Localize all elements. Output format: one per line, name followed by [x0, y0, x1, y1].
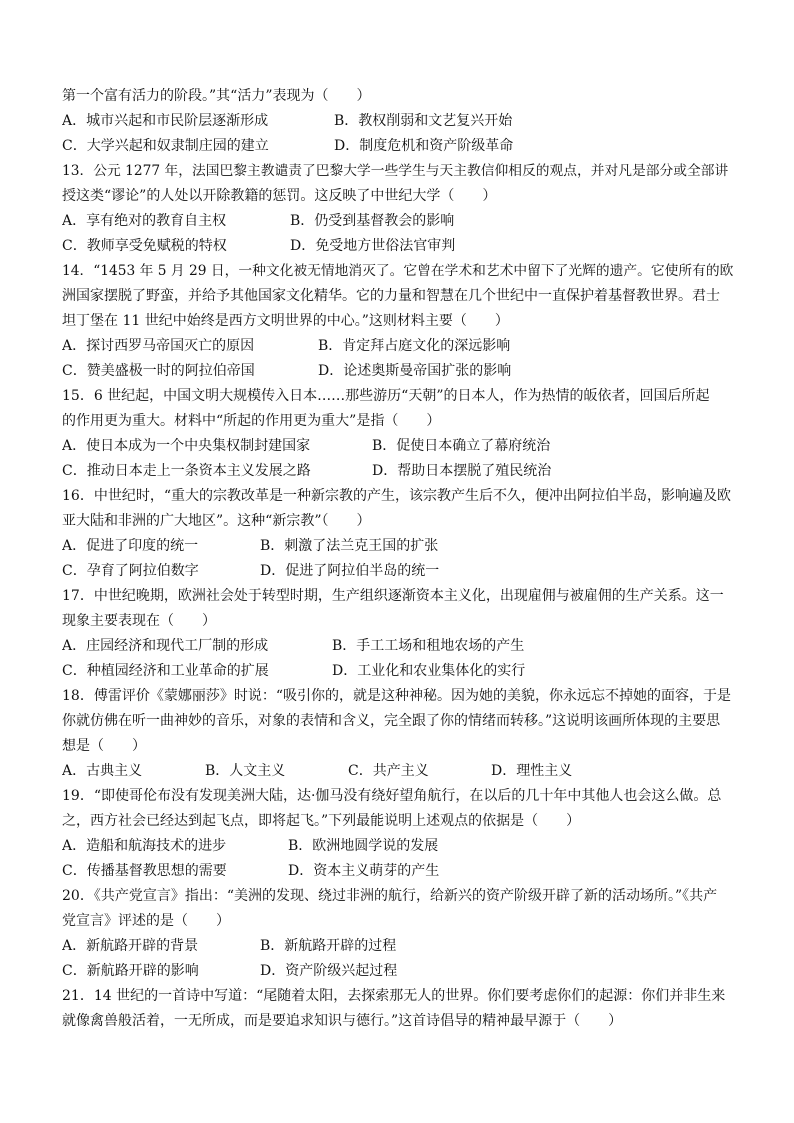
q16-stem-line1: 16．中世纪时，“重大的宗教改革是一种新宗教的产生，该宗教产生后不久，便冲出阿拉伯半岛，影响遍及欧	[62, 488, 731, 504]
q13-option-c[interactable]: C．教师享受免赋税的特权	[62, 238, 227, 254]
q18-option-b[interactable]: B．人文主义	[205, 763, 286, 779]
q16-stem-line2: 亚大陆和非洲的广大地区”。这种“新宗教”（ ）	[62, 513, 371, 529]
q12-option-c[interactable]: C．大学兴起和奴隶制庄园的建立	[62, 138, 269, 154]
q20-options-row2	[62, 959, 738, 984]
q13-stem-line1: 13．公元 1277 年，法国巴黎主教谴责了巴黎大学一些学生与天主教信仰相反的观点，并对凡是部分或全部讲	[62, 163, 729, 179]
q14-option-a[interactable]: A．探讨西罗马帝国灭亡的原因	[62, 338, 255, 354]
q15-option-c[interactable]: C．推动日本走上一条资本主义发展之路	[62, 463, 311, 479]
q13-option-b[interactable]: B．仍受到基督教会的影响	[290, 213, 455, 229]
q12-options-row2	[62, 134, 738, 159]
q17-options-row1	[62, 634, 738, 659]
q13-options-row1	[62, 209, 738, 234]
q15-option-a[interactable]: A．使日本成为一个中央集权制封建国家	[62, 438, 311, 454]
q17-stem-line1: 17．中世纪晚期，欧洲社会处于转型时期，生产组织逐渐资本主义化，出现雇佣与被雇佣的生产关系。这一	[62, 588, 724, 604]
q14-stem-line1: 14．“1453 年 5 月 29 日，一种文化被无情地消灭了。它曾在学术和艺术中留下了光辉的遗产。它使所有的欧	[62, 263, 734, 279]
q15-stem-line2: 的作用更为重大。材料中“所起的作用更为重大”是指（ ）	[62, 413, 441, 429]
q12-option-a[interactable]: A．城市兴起和市民阶层逐渐形成	[62, 113, 269, 129]
q21-stem-line1: 21．14 世纪的一首诗中写道：“尾随着太阳，去探索那无人的世界。你们要考虑你们的起源：你们并非生来	[62, 988, 726, 1004]
q19-option-a[interactable]: A．造船和航海技术的进步	[62, 838, 227, 854]
q19-stem-line1: 19．“即使哥伦布没有发现美洲大陆，达·伽马没有绕好望角航行，在以后的几十年中其他人也会这么做。总	[62, 788, 722, 804]
q14-options-row2	[62, 359, 738, 384]
q16-options-row1	[62, 534, 738, 559]
q16-options-row2	[62, 559, 738, 584]
q17-option-b[interactable]: B．手工工场和租地农场的产生	[332, 638, 525, 654]
q15-stem-line1: 15．6 世纪起，中国文明大规模传入日本……那些游历“天朝”的日本人，作为热情的皈依者，回国后所起	[62, 388, 710, 404]
q18-option-a[interactable]: A．古典主义	[62, 763, 143, 779]
q13-options-row2	[62, 234, 738, 259]
q12-options-row1	[62, 109, 738, 134]
q13-option-d[interactable]: D．免受地方世俗法官审判	[290, 238, 456, 254]
q16-option-b[interactable]: B．刺激了法兰克王国的扩张	[260, 538, 439, 554]
q17-option-c[interactable]: C．种植园经济和工业革命的扩展	[62, 663, 269, 679]
q14-option-d[interactable]: D．论述奥斯曼帝国扩张的影响	[318, 363, 512, 379]
q14-option-c[interactable]: C．赞美盛极一时的阿拉伯帝国	[62, 363, 255, 379]
q15-option-d[interactable]: D．帮助日本摆脱了殖民统治	[372, 463, 552, 479]
q13-stem-line2: 授这类“谬论”的人处以开除教籍的惩罚。这反映了中世纪大学（ ）	[62, 188, 497, 204]
q19-options-row2	[62, 859, 738, 884]
q16-option-a[interactable]: A．促进了印度的统一	[62, 538, 199, 554]
q21-stem-line2: 就像禽兽般活着，一无所成，而是要追求知识与德行。”这首诗倡导的精神最早源于（ ）	[62, 1013, 623, 1029]
exam-page	[62, 84, 738, 1034]
q20-stem-line1: 20．《共产党宣言》指出：“美洲的发现、绕过非洲的航行，给新兴的资产阶级开辟了新的活动场所。”《共产	[62, 888, 718, 904]
q17-option-d[interactable]: D．工业化和农业集体化的实行	[332, 663, 526, 679]
q17-stem-line2: 现象主要表现在（ ）	[62, 613, 216, 629]
q17-options-row2	[62, 659, 738, 684]
q20-option-d[interactable]: D．资产阶级兴起过程	[260, 963, 398, 979]
q17-option-a[interactable]: A．庄园经济和现代工厂制的形成	[62, 638, 269, 654]
q20-option-a[interactable]: A．新航路开辟的背景	[62, 938, 199, 954]
q20-option-c[interactable]: C．新航路开辟的影响	[62, 963, 199, 979]
q12-option-b[interactable]: B．教权削弱和文艺复兴开始	[334, 113, 513, 129]
q20-stem-line2: 党宣言》评述的是（ ）	[62, 913, 230, 929]
q18-option-c[interactable]: C．共产主义	[348, 763, 429, 779]
q12-option-d[interactable]: D．制度危机和资产阶级革命	[334, 138, 514, 154]
q15-options-row2	[62, 459, 738, 484]
q18-stem-line1: 18．傅雷评价《蒙娜丽莎》时说：“吸引你的，就是这种神秘。因为她的美貌，你永远忘不掉她的面容，于是	[62, 688, 731, 704]
q18-stem-line3: 想是（ ）	[62, 738, 146, 754]
q20-option-b[interactable]: B．新航路开辟的过程	[260, 938, 397, 954]
q18-options-row	[62, 759, 738, 784]
q19-option-d[interactable]: D．资本主义萌芽的产生	[288, 863, 440, 879]
q12-stem: 第一个富有活力的阶段。”其“活力”表现为（ ）	[62, 88, 371, 104]
q18-stem-line2: 你就仿佛在听一曲神妙的音乐，对象的表情和含义，完全跟了你的情绪而转移。”这说明该画所体现的主要思	[62, 713, 721, 729]
q15-options-row1	[62, 434, 738, 459]
q18-option-d[interactable]: D．理性主义	[491, 763, 573, 779]
q20-options-row1	[62, 934, 738, 959]
q16-option-c[interactable]: C．孕育了阿拉伯数字	[62, 563, 199, 579]
q14-stem-line2: 洲国家摆脱了野蛮，并给予其他国家文化精华。它的力量和智慧在几个世纪中一直保护着基督教世界。君士	[62, 288, 720, 304]
q14-options-row1	[62, 334, 738, 359]
q15-option-b[interactable]: B．促使日本确立了幕府统治	[372, 438, 551, 454]
q14-option-b[interactable]: B．肯定拜占庭文化的深远影响	[318, 338, 511, 354]
q13-option-a[interactable]: A．享有绝对的教育自主权	[62, 213, 227, 229]
q16-option-d[interactable]: D．促进了阿拉伯半岛的统一	[260, 563, 440, 579]
q19-stem-line2: 之，西方社会已经达到起飞点，即将起飞。”下列最能说明上述观点的依据是（ ）	[62, 813, 581, 829]
q14-stem-line3: 坦丁堡在 11 世纪中始终是西方文明世界的中心。”这则材料主要（ ）	[62, 313, 509, 329]
q19-options-row1	[62, 834, 738, 859]
q19-option-b[interactable]: B．欧洲地圆学说的发展	[288, 838, 439, 854]
q19-option-c[interactable]: C．传播基督教思想的需要	[62, 863, 227, 879]
